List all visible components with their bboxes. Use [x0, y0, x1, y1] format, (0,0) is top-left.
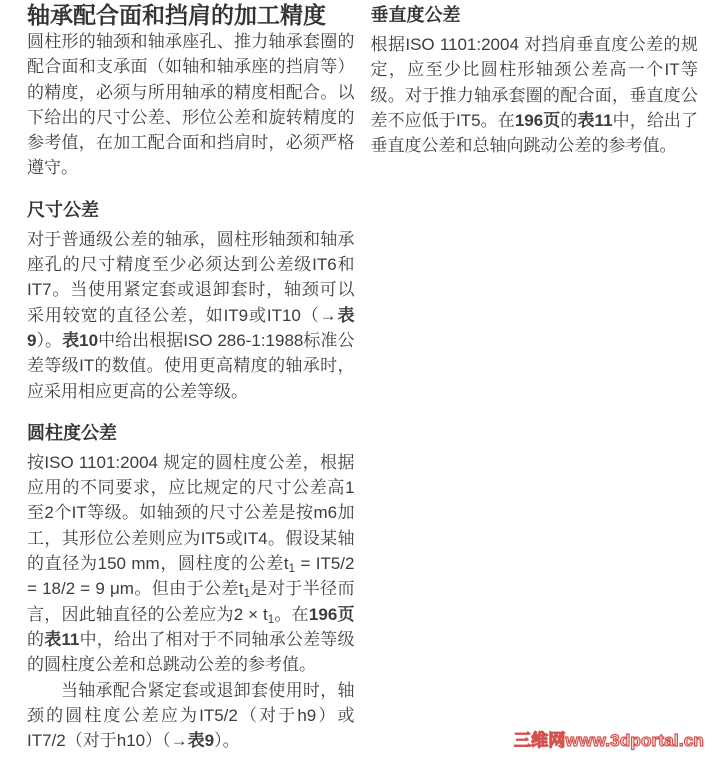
section-title-cylindricity-tolerance: 圆柱度公差	[27, 422, 117, 443]
dimensional-tolerance-paragraph: 对于普通级公差的轴承，圆柱形轴颈和轴承座孔的尺寸精度至少必须达到公差级IT6和IT7。当使用紧定套或退卸套时，轴颈可以采用较宽的直径公差，如IT9或IT10（→表9）。表10中给出根据ISO 286-1:1988标准公差等级IT的数值。使用更高精度的轴承时，应采用相应更高的公差等级。	[27, 229, 355, 401]
section-title-dimensional-tolerance: 尺寸公差	[27, 199, 99, 220]
intro-paragraph: 圆柱形的轴颈和轴承座孔、推力轴承套圈的配合面和支承面（如轴和轴承座的挡肩等）的精度，必须与所用轴承的精度相配合。以下给出的尺寸公差、形位公差和旋转精度的参考值，在加工配合面和挡肩时，必须严格遵守。	[27, 32, 355, 178]
section-title-perpendicularity-tolerance: 垂直度公差	[370, 5, 461, 25]
site-watermark: 三维网www.3dportal.cn	[514, 731, 704, 750]
cylindricity-paragraph-2: 当轴承配合紧定套或退卸套使用时，轴颈的圆柱度公差应为IT5/2（对于h9）或IT7/2（对于h10）（→表9）。	[27, 680, 355, 751]
article-title: 轴承配合面和挡肩的加工精度	[27, 2, 326, 28]
cylindricity-paragraph-1: 按ISO 1101:2004 规定的圆柱度公差，根据应用的不同要求，应比规定的尺寸公差高1至2个IT等级。如轴颈的尺寸公差是按m6加工，其形位公差则应为IT5或IT4。假设某轴的直径为150 mm，圆柱度的公差$t_1 = IT5/2 = 18/2 = 9$ μm。但由于公差$t_1$是对于半径而言，因此轴直径的公差应为$2 \times t_1$。在196页的表11中，给出了相对于不同轴承公差等级的圆柱度公差和总跳动公差的参考值。	[27, 452, 355, 675]
left-column	[27, 3, 355, 753]
perpendicularity-paragraph: 根据ISO 1101:2004 对挡肩垂直度公差的规定，应至少比圆柱形轴颈公差高一个IT等级。对于推力轴承套圈的配合面，垂直度公差不应低于IT5。在196页的表11中，给出了垂直度公差和总轴向跳动公差的参考值。	[370, 35, 699, 156]
right-column	[371, 3, 699, 753]
